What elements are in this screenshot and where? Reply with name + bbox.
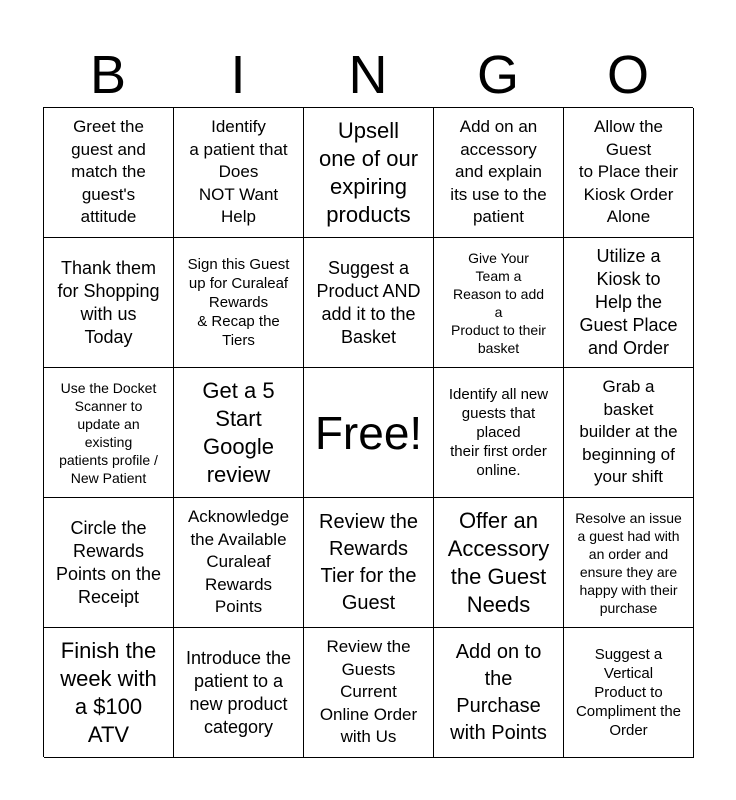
bingo-cell-g2[interactable] xyxy=(434,238,564,368)
bingo-header xyxy=(43,44,693,106)
cell-text: Allow the Guest to Place their Kiosk Order Alone xyxy=(578,117,679,227)
cell-text: Greet the guest and match the guest's attitude xyxy=(71,117,146,227)
bingo-cell-b3[interactable] xyxy=(44,368,174,498)
bingo-cell-o5[interactable] xyxy=(564,628,694,758)
bingo-cell-b2[interactable] xyxy=(44,238,174,368)
bingo-cell-g3[interactable] xyxy=(434,368,564,498)
cell-text: Circle the Rewards Points on the Receipt xyxy=(55,517,162,607)
bingo-cell-o1[interactable] xyxy=(564,108,694,238)
cell-text: Add on an accessory and explain its use to the patient xyxy=(450,117,547,227)
bingo-cell-i2[interactable] xyxy=(174,238,304,368)
bingo-cell-i3[interactable] xyxy=(174,368,304,498)
cell-text: Suggest a Vertical Product to Compliment the Order xyxy=(575,646,682,739)
bingo-cell-n1[interactable] xyxy=(304,108,434,238)
bingo-board xyxy=(43,107,693,757)
cell-text: Utilize a Kiosk to Help the Guest Place and Order xyxy=(579,246,678,358)
bingo-cell-b4[interactable] xyxy=(44,498,174,628)
header-letter-g: G xyxy=(476,45,519,105)
cell-text: Get a 5 Start Google review xyxy=(202,377,275,487)
cell-text: Thank them for Shopping with us Today xyxy=(57,257,160,347)
bingo-cell-free[interactable] xyxy=(304,368,434,498)
bingo-cell-b5[interactable] xyxy=(44,628,174,758)
cell-text: Identify a patient that Does NOT Want Help xyxy=(189,117,288,227)
cell-text: Resolve an issue a guest had with an order and ensure they are happy with their purchase xyxy=(575,509,682,616)
header-letter-i: I xyxy=(230,45,246,105)
cell-text: Suggest a Product AND add it to the Basket xyxy=(316,257,421,347)
bingo-cell-n4[interactable] xyxy=(304,498,434,628)
header-letter-o: O xyxy=(606,45,649,105)
bingo-cell-o2[interactable] xyxy=(564,238,694,368)
cell-text: Identify all new guests that placed their first order online. xyxy=(448,386,549,479)
cell-text: Introduce the patient to a new product category xyxy=(185,647,292,737)
bingo-cell-i5[interactable] xyxy=(174,628,304,758)
bingo-cell-b1[interactable] xyxy=(44,108,174,238)
cell-text: Review the Guests Current Online Order with Us xyxy=(319,637,418,747)
bingo-cell-i4[interactable] xyxy=(174,498,304,628)
cell-text: Finish the week with a $100 ATV xyxy=(60,637,157,747)
cell-text: Grab a basket builder at the beginning of your shift xyxy=(579,377,678,487)
cell-text: Sign this Guest up for Curaleaf Rewards & Recap the Tiers xyxy=(187,256,290,349)
bingo-cell-o3[interactable] xyxy=(564,368,694,498)
bingo-cell-i1[interactable] xyxy=(174,108,304,238)
header-letter-b: B xyxy=(89,45,127,105)
bingo-cell-g1[interactable] xyxy=(434,108,564,238)
cell-text: Use the Docket Scanner to update an existing patients profile / New Patient xyxy=(59,379,158,486)
cell-text: Upsell one of our expiring products xyxy=(318,117,419,227)
cell-text: Acknowledge the Available Curaleaf Rewards Points xyxy=(187,507,290,617)
cell-text: Add on to the Purchase with Points xyxy=(450,640,547,744)
header-letter-n: N xyxy=(348,45,388,105)
cell-text: Review the Rewards Tier for the Guest xyxy=(319,510,418,614)
cell-text: Offer an Accessory the Guest Needs xyxy=(447,507,550,617)
bingo-cell-g4[interactable] xyxy=(434,498,564,628)
bingo-cell-n5[interactable] xyxy=(304,628,434,758)
cell-text: Give Your Team a Reason to add a Product to their basket xyxy=(451,249,546,356)
bingo-cell-g5[interactable] xyxy=(434,628,564,758)
bingo-cell-n2[interactable] xyxy=(304,238,434,368)
free-space-text: Free! xyxy=(314,406,423,459)
bingo-cell-o4[interactable] xyxy=(564,498,694,628)
